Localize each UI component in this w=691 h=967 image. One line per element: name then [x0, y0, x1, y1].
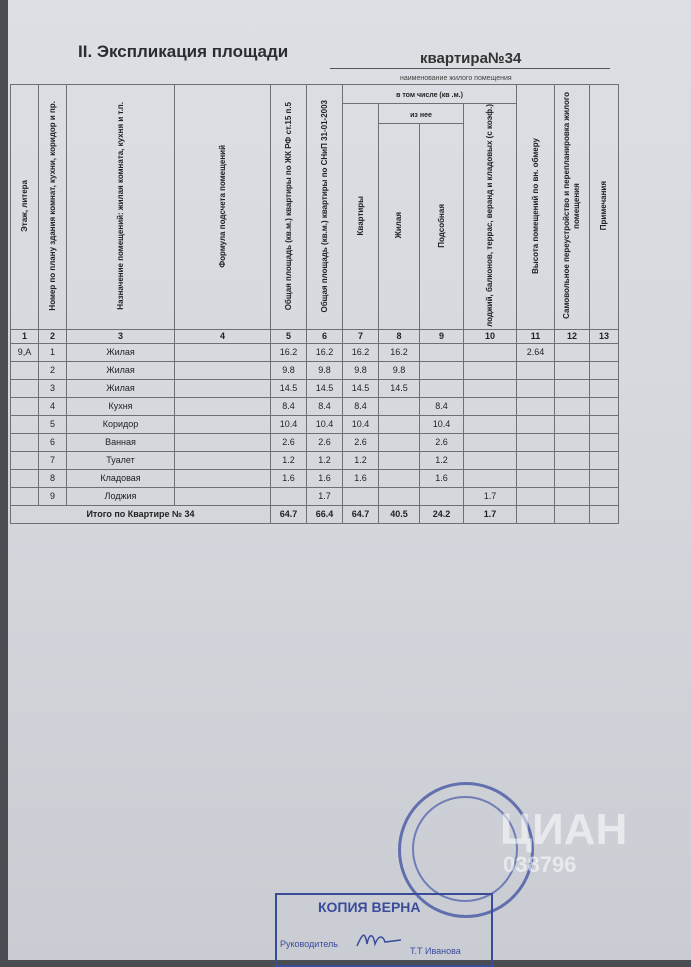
total-c5: 64.7	[271, 505, 307, 523]
signer-name: Т.Т Иванова	[410, 946, 461, 956]
cell-col-6: 8.4	[307, 397, 343, 415]
cell-col-8	[379, 469, 420, 487]
header-loggias: лоджий, балконов, террас, веранд и кладовых (с коэф.)	[464, 104, 517, 330]
header-notes: Примечания	[590, 85, 619, 330]
total-c12	[555, 505, 590, 523]
cell-col-6: 2.6	[307, 433, 343, 451]
cell-col-11	[517, 451, 555, 469]
cell-col-6: 1.2	[307, 451, 343, 469]
cell-col-13	[590, 487, 619, 505]
cell-col-11	[517, 397, 555, 415]
cell-col-13	[590, 433, 619, 451]
header-floor: Этаж, литера	[11, 85, 39, 330]
page-title: II. Экспликация площади	[78, 42, 289, 61]
cell-col-12	[555, 397, 590, 415]
header-living: Жилая	[379, 124, 420, 330]
cell-col-9	[420, 379, 464, 397]
cell-col-7: 10.4	[343, 415, 379, 433]
cell-col-12	[555, 451, 590, 469]
colnum: 9	[420, 329, 464, 343]
cell-col-2: 8	[39, 469, 67, 487]
apartment-underline	[330, 68, 610, 69]
column-number-row	[11, 329, 619, 343]
header-auxiliary: Подсобная	[420, 124, 464, 330]
colnum: 3	[67, 329, 175, 343]
cell-col-13	[590, 343, 619, 361]
header-purpose: Назначение помещений: жилая комната, кухня и т.п.	[67, 85, 175, 330]
cell-col-11	[517, 487, 555, 505]
cell-col-8: 9.8	[379, 361, 420, 379]
header-height: Высота помещений по вн. обмеру	[517, 85, 555, 330]
colnum: 6	[307, 329, 343, 343]
cell-col-8	[379, 451, 420, 469]
cell-col-2: 1	[39, 343, 67, 361]
header-area-snip: Общая площадь (кв.м.) квартиры по СНиП 31-01-2003	[307, 85, 343, 330]
cell-col-9	[420, 361, 464, 379]
cell-col-3: Ванная	[67, 433, 175, 451]
cell-col-2: 3	[39, 379, 67, 397]
cell-col-6: 9.8	[307, 361, 343, 379]
cell-col-8: 14.5	[379, 379, 420, 397]
cell-col-9	[420, 343, 464, 361]
explication-table	[10, 84, 619, 524]
cell-col-13	[590, 361, 619, 379]
cell-col-5: 16.2	[271, 343, 307, 361]
cell-col-10	[464, 343, 517, 361]
cell-col-12	[555, 433, 590, 451]
cell-col-9: 1.6	[420, 469, 464, 487]
cell-col-1	[11, 379, 39, 397]
cell-col-8: 16.2	[379, 343, 420, 361]
cell-col-4	[175, 451, 271, 469]
header-area-zhk: Общая площадь (кв.м.) квартиры по ЖК РФ ст.15 п.5	[271, 85, 307, 330]
header-formula: Формула подсчета помещений	[175, 85, 271, 330]
cell-col-12	[555, 487, 590, 505]
total-row	[11, 505, 619, 523]
cell-col-5: 10.4	[271, 415, 307, 433]
table-row	[11, 379, 619, 397]
table-row	[11, 397, 619, 415]
cell-col-2: 2	[39, 361, 67, 379]
cell-col-1	[11, 415, 39, 433]
colnum: 4	[175, 329, 271, 343]
cell-col-7: 1.2	[343, 451, 379, 469]
cell-col-12	[555, 361, 590, 379]
header-self-rebuild: Самовольное переустройство и перепланировка жилого помещения	[555, 85, 590, 330]
colnum: 13	[590, 329, 619, 343]
cell-col-3: Жилая	[67, 379, 175, 397]
cell-col-8	[379, 487, 420, 505]
cell-col-2: 7	[39, 451, 67, 469]
cell-col-7: 9.8	[343, 361, 379, 379]
cell-col-2: 4	[39, 397, 67, 415]
cell-col-1	[11, 469, 39, 487]
cell-col-13	[590, 397, 619, 415]
cell-col-1	[11, 397, 39, 415]
signature-icon	[355, 928, 403, 950]
cell-col-4	[175, 469, 271, 487]
cell-col-10	[464, 361, 517, 379]
header-plan-number: Номер по плану здания комнат, кухни, коридор и пр.	[39, 85, 67, 330]
cell-col-6: 14.5	[307, 379, 343, 397]
cell-col-13	[590, 469, 619, 487]
cell-col-11	[517, 415, 555, 433]
cell-col-11: 2.64	[517, 343, 555, 361]
cell-col-3: Коридор	[67, 415, 175, 433]
cell-col-5: 1.2	[271, 451, 307, 469]
header-of-them: из нее	[379, 104, 464, 124]
cell-col-5: 2.6	[271, 433, 307, 451]
cell-col-4	[175, 397, 271, 415]
cell-col-2: 6	[39, 433, 67, 451]
total-c8: 40.5	[379, 505, 420, 523]
cell-col-1	[11, 433, 39, 451]
cell-col-9: 1.2	[420, 451, 464, 469]
cell-col-6: 1.7	[307, 487, 343, 505]
cell-col-2: 5	[39, 415, 67, 433]
colnum: 7	[343, 329, 379, 343]
colnum: 11	[517, 329, 555, 343]
total-c7: 64.7	[343, 505, 379, 523]
cell-col-1	[11, 451, 39, 469]
cell-col-4	[175, 343, 271, 361]
colnum: 12	[555, 329, 590, 343]
total-c6: 66.4	[307, 505, 343, 523]
table-row	[11, 487, 619, 505]
colnum: 8	[379, 329, 420, 343]
cell-col-10	[464, 451, 517, 469]
colnum: 5	[271, 329, 307, 343]
cell-col-10	[464, 397, 517, 415]
cell-col-5	[271, 487, 307, 505]
cell-col-7: 8.4	[343, 397, 379, 415]
cell-col-9: 10.4	[420, 415, 464, 433]
header-row	[11, 85, 619, 104]
cell-col-11	[517, 469, 555, 487]
cell-col-7: 1.6	[343, 469, 379, 487]
cell-col-4	[175, 361, 271, 379]
cell-col-5: 8.4	[271, 397, 307, 415]
table-row	[11, 361, 619, 379]
cell-col-8	[379, 415, 420, 433]
cell-col-13	[590, 451, 619, 469]
cell-col-9	[420, 487, 464, 505]
cell-col-12	[555, 415, 590, 433]
cell-col-3: Жилая	[67, 361, 175, 379]
cell-col-10: 1.7	[464, 487, 517, 505]
colnum: 10	[464, 329, 517, 343]
watermark-brand: ЦИАН	[500, 805, 628, 854]
apartment-name: квартира№34	[420, 50, 522, 67]
cell-col-13	[590, 379, 619, 397]
table-row	[11, 433, 619, 451]
cell-col-10	[464, 415, 517, 433]
cell-col-11	[517, 433, 555, 451]
cell-col-7: 16.2	[343, 343, 379, 361]
cell-col-7: 2.6	[343, 433, 379, 451]
cell-col-5: 14.5	[271, 379, 307, 397]
head-label: Руководитель	[280, 939, 338, 949]
cell-col-10	[464, 469, 517, 487]
cell-col-3: Лоджия	[67, 487, 175, 505]
apartment-caption: наименование жилого помещения	[400, 75, 512, 82]
cell-col-7: 14.5	[343, 379, 379, 397]
cell-col-6: 10.4	[307, 415, 343, 433]
cell-col-5: 1.6	[271, 469, 307, 487]
cell-col-4	[175, 433, 271, 451]
colnum: 2	[39, 329, 67, 343]
cell-col-3: Кладовая	[67, 469, 175, 487]
cell-col-3: Жилая	[67, 343, 175, 361]
cell-col-1: 9,А	[11, 343, 39, 361]
table-row	[11, 469, 619, 487]
cell-col-13	[590, 415, 619, 433]
cell-col-8	[379, 433, 420, 451]
table-row	[11, 451, 619, 469]
cell-col-11	[517, 379, 555, 397]
cell-col-12	[555, 469, 590, 487]
cell-col-9: 8.4	[420, 397, 464, 415]
cell-col-8	[379, 397, 420, 415]
total-c11	[517, 505, 555, 523]
cell-col-4	[175, 379, 271, 397]
cell-col-4	[175, 415, 271, 433]
cell-col-1	[11, 361, 39, 379]
cell-col-3: Кухня	[67, 397, 175, 415]
cell-col-6: 1.6	[307, 469, 343, 487]
cell-col-5: 9.8	[271, 361, 307, 379]
cell-col-4	[175, 487, 271, 505]
copy-verified-label: КОПИЯ ВЕРНА	[318, 899, 421, 915]
colnum: 1	[11, 329, 39, 343]
cell-col-3: Туалет	[67, 451, 175, 469]
cell-col-12	[555, 379, 590, 397]
cell-col-7	[343, 487, 379, 505]
cell-col-2: 9	[39, 487, 67, 505]
total-c9: 24.2	[420, 505, 464, 523]
cell-col-9: 2.6	[420, 433, 464, 451]
header-apartment: Квартиры	[343, 104, 379, 330]
table-row	[11, 415, 619, 433]
cell-col-10	[464, 433, 517, 451]
total-c13	[590, 505, 619, 523]
cell-col-1	[11, 487, 39, 505]
total-c10: 1.7	[464, 505, 517, 523]
cell-col-10	[464, 379, 517, 397]
watermark-id: 038796	[503, 852, 577, 877]
cell-col-11	[517, 361, 555, 379]
cell-col-6: 16.2	[307, 343, 343, 361]
header-including: в том числе (кв .м.)	[343, 85, 517, 104]
cell-col-12	[555, 343, 590, 361]
table-row	[11, 343, 619, 361]
total-label: Итого по Квартире № 34	[11, 505, 271, 523]
